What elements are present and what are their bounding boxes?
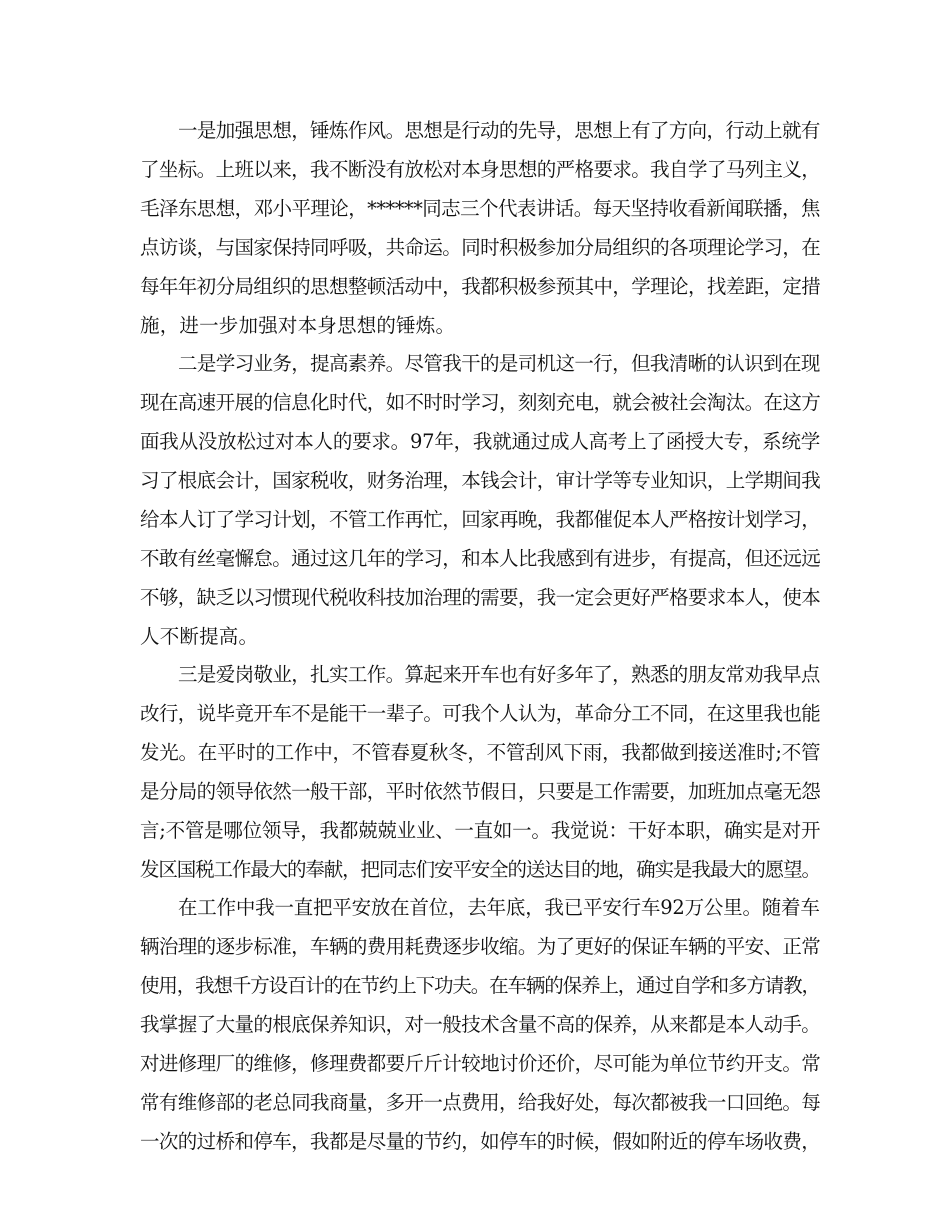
paragraph-line: 使用，我想千方设百计的在节约上下功夫。在车辆的保养上，通过自学和多方请教， bbox=[140, 974, 820, 997]
paragraph-line: 不敢有丝毫懈怠。通过这几年的学习，和本人比我感到有进步，有提高，但还远远 bbox=[140, 547, 821, 570]
paragraph-line: 现在高速开展的信息化时代，如不时时学习，刻刻充电，就会被社会淘汰。在这方 bbox=[140, 391, 821, 414]
paragraph-line: 一次的过桥和停车，我都是尽量的节约，如停车的时候，假如附近的停车场收费， bbox=[140, 1130, 821, 1153]
paragraph-line: 辆治理的逐步标准，车辆的费用耗费逐步收缩。为了更好的保证车辆的平安、正常 bbox=[140, 935, 821, 958]
paragraph-line: 发区国税工作最大的奉献，把同志们安平安全的送达目的地，确实是我最大的愿望。 bbox=[140, 858, 820, 881]
paragraph-line: 施，进一步加强对本身思想的锤炼。 bbox=[140, 314, 456, 337]
paragraph-line: 一是加强思想，锤炼作风。思想是行动的先导，思想上有了方向，行动上就有 bbox=[178, 119, 820, 142]
paragraph-line: 在工作中我一直把平安放在首位，去年底，我已平安行车92万公里。随着车 bbox=[178, 896, 820, 919]
paragraph-line: 每年年初分局组织的思想整顿活动中，我都积极参预其中，学理论，找差距，定措 bbox=[140, 275, 821, 298]
paragraph-line: 是分局的领导依然一般干部，平时依然节假日，只要是工作需要，加班加点毫无怨 bbox=[140, 780, 821, 803]
paragraph-line: 我掌握了大量的根底保养知识，对一般技术含量不高的保养，从来都是本人动手。 bbox=[140, 1013, 821, 1036]
paragraph-line: 三是爱岗敬业，扎实工作。算起来开车也有好多年了，熟悉的朋友常劝我早点 bbox=[178, 663, 820, 686]
paragraph-line: 点访谈，与国家保持同呼吸，共命运。同时积极参加分局组织的各项理论学习，在 bbox=[140, 236, 821, 259]
paragraph-line: 不够，缺乏以习惯现代税收科技加治理的需要，我一定会更好严格要求本人，使本 bbox=[140, 586, 821, 609]
paragraph-line: 发光。在平时的工作中，不管春夏秋冬，不管刮风下雨，我都做到接送准时;不管 bbox=[140, 741, 821, 764]
paragraph-line: 了坐标。上班以来，我不断没有放松对本身思想的严格要求。我自学了马列主义， bbox=[140, 158, 821, 181]
paragraph-line: 毛泽东思想，邓小平理论，******同志三个代表讲话。每天坚持收看新闻联播，焦 bbox=[140, 197, 820, 220]
paragraph-line: 言;不管是哪位领导，我都兢兢业业、一直如一。我觉说：干好本职，确实是对开 bbox=[140, 819, 821, 842]
paragraph-line: 对进修理厂的维修，修理费都要斤斤计较地讨价还价，尽可能为单位节约开支。常 bbox=[140, 1052, 821, 1075]
paragraph-line: 给本人订了学习计划，不管工作再忙，回家再晚，我都催促本人严格按计划学习， bbox=[140, 508, 821, 531]
paragraph-line: 习了根底会计，国家税收，财务治理，本钱会计，审计学等专业知识，上学期间我 bbox=[140, 469, 821, 492]
paragraph-line: 常有维修部的老总同我商量，多开一点费用，给我好处，每次都被我一口回绝。每 bbox=[140, 1091, 821, 1114]
paragraph-line: 二是学习业务，提高素养。尽管我干的是司机这一行，但我清晰的认识到在现 bbox=[178, 352, 820, 375]
paragraph-line: 人不断提高。 bbox=[140, 625, 259, 648]
paragraph-line: 改行，说毕竟开车不是能干一辈子。可我个人认为，革命分工不同，在这里我也能 bbox=[140, 702, 821, 725]
paragraph-line: 面我从没放松过对本人的要求。97年，我就通过成人高考上了函授大专，系统学 bbox=[140, 430, 821, 453]
